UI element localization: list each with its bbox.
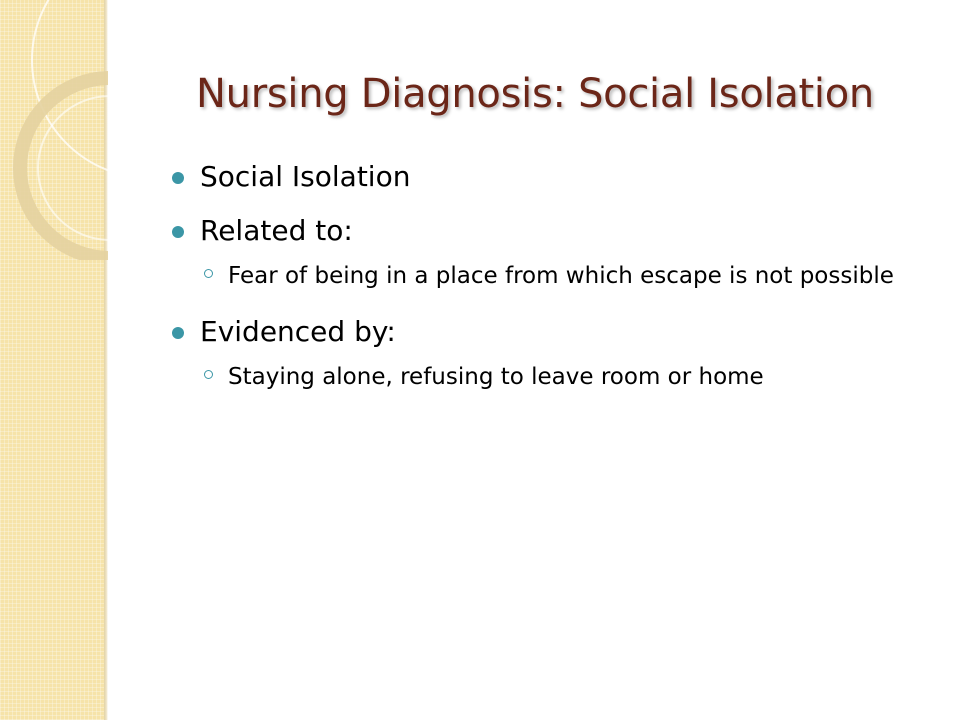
decorative-circles-icon — [0, 0, 108, 260]
bullet-item — [172, 160, 912, 194]
bullet-text: Related to: — [200, 214, 353, 247]
bullet-list — [172, 160, 912, 416]
bullet-icon — [172, 172, 184, 184]
bullet-icon — [172, 327, 184, 339]
slide-title: Nursing Diagnosis: Social Isolation — [196, 71, 874, 117]
sub-bullet-list — [200, 258, 912, 295]
sub-bullet-item — [172, 359, 912, 396]
bullet-icon — [172, 226, 184, 238]
sub-bullet-text: Fear of being in a place from which escape is not possible — [228, 263, 894, 289]
sub-bullet-item — [172, 258, 912, 295]
sub-bullet-list — [200, 359, 912, 396]
sub-bullet-icon — [204, 269, 213, 278]
bullet-item — [172, 214, 912, 295]
bullet-text: Evidenced by: — [200, 315, 396, 348]
bullet-text: Social Isolation — [200, 160, 411, 193]
bullet-item — [172, 315, 912, 396]
sub-bullet-icon — [204, 370, 213, 379]
sub-bullet-text: Staying alone, refusing to leave room or home — [228, 364, 764, 390]
